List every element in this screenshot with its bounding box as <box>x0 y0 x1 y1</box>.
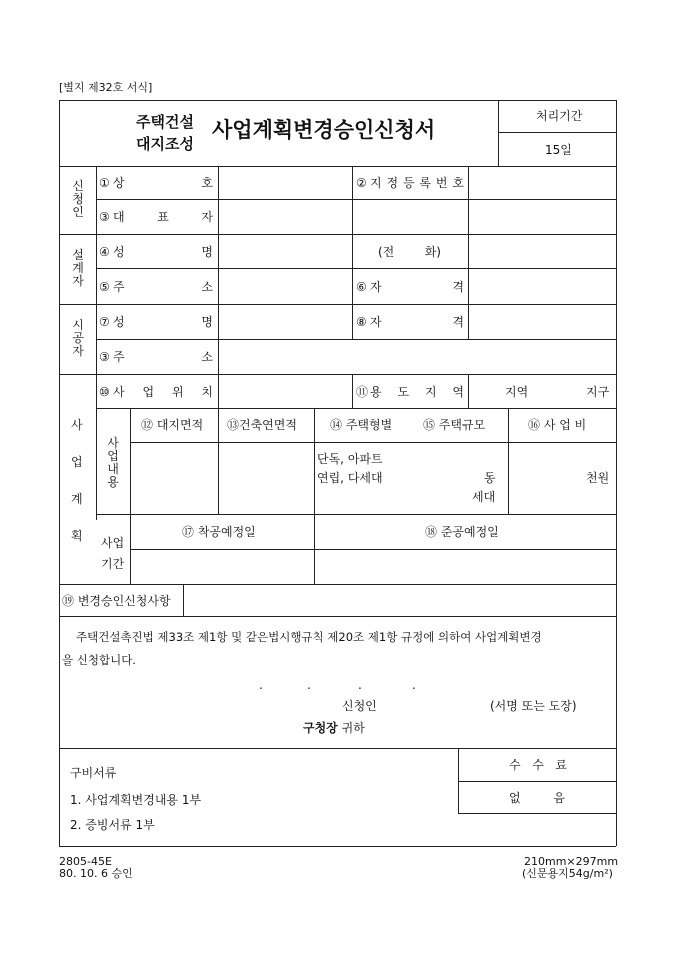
unit-cost: 천원 <box>586 471 610 485</box>
plan-label-2: 업 <box>71 455 83 469</box>
title-prefix-line1: 주택건설 <box>136 113 194 131</box>
builder-name-label: 성 명 <box>113 315 213 329</box>
builder-name-input[interactable] <box>219 305 351 338</box>
start-date-input[interactable] <box>131 550 313 583</box>
plan-label-1: 사 <box>71 418 83 432</box>
footer-paper: (신문용지54g/m²) <box>522 867 613 880</box>
builder-addr-label: 주 소 <box>113 350 213 364</box>
zone-value-district: 지구 <box>586 385 610 399</box>
location-num: ⑩ <box>99 385 110 399</box>
title-prefix-line2: 대지조성 <box>136 135 194 153</box>
applicant-reg-num: ② <box>356 176 367 190</box>
processing-period-value: 15일 <box>545 143 572 157</box>
statement-line1: 주택건설촉진법 제33조 제1항 및 같은법시행규칙 제20조 제1항 규정에 의하여 사업계획변경 <box>76 630 542 644</box>
builder-qual-label: 자 격 <box>370 315 464 329</box>
applicant-reg-label: 지 정 등 록 번 호 <box>370 176 464 190</box>
processing-period-label: 처리기간 <box>536 109 583 123</box>
builder-section-label: 시공자 <box>72 318 84 358</box>
applicant-name-num: ① <box>99 176 110 190</box>
designer-qual-input[interactable] <box>469 269 615 303</box>
location-label: 사 업 위 치 <box>113 385 213 399</box>
footer-code: 2805-45E <box>59 855 112 868</box>
documents-item-2: 2. 증빙서류 1부 <box>70 818 155 832</box>
designer-name-num: ④ <box>99 245 110 259</box>
floor-area-input[interactable] <box>219 443 313 513</box>
statement-line2: 을 신청합니다. <box>62 653 136 667</box>
builder-qual-num: ⑧ <box>356 315 367 329</box>
designer-addr-num: ⑤ <box>99 280 110 294</box>
plan-label-3: 계 <box>71 492 83 506</box>
builder-qual-input[interactable] <box>469 305 615 338</box>
designer-name-label: 성 명 <box>113 245 213 259</box>
period-label-2: 기간 <box>101 557 125 571</box>
change-request-label: ⑲ 변경승인신청사항 <box>62 594 171 608</box>
footer-approval: 80. 10. 6 승인 <box>59 867 133 880</box>
start-date-label: ⑰ 착공예정일 <box>182 525 256 539</box>
applicant-name-label: 상 호 <box>113 176 213 190</box>
zone-num: ⑪ <box>356 385 369 399</box>
designer-qual-label: 자 격 <box>370 280 464 294</box>
builder-addr-input[interactable] <box>219 340 615 373</box>
site-area-input[interactable] <box>131 443 217 513</box>
applicant-rep-num: ③ <box>99 210 110 224</box>
zone-value-region: 지역 <box>505 385 529 399</box>
applicant-rep-label: 대 표 자 <box>113 210 213 224</box>
col-scale: ⑮ 주택규모 <box>423 418 486 432</box>
recipient: 구청장 귀하 <box>303 721 365 735</box>
location-input[interactable] <box>219 375 351 407</box>
documents-title: 구비서류 <box>70 766 117 780</box>
unit-household: 세대 <box>472 490 496 504</box>
col-floor-area: ⑬건축연면적 <box>227 418 297 432</box>
documents-item-1: 1. 사업계획변경내용 1부 <box>70 793 202 807</box>
zone-label: 용 도 지 역 <box>370 385 464 399</box>
designer-addr-label: 주 소 <box>113 280 213 294</box>
type-option-line2[interactable]: 연립, 다세대 <box>317 471 383 485</box>
end-date-label: ⑱ 준공예정일 <box>425 525 499 539</box>
designer-phone-label: (전 화) <box>378 245 441 259</box>
footer-size: 210mm×297mm <box>524 855 619 868</box>
end-date-input[interactable] <box>315 550 615 583</box>
plan-label-4: 획 <box>71 529 83 543</box>
designer-addr-input[interactable] <box>219 269 351 303</box>
applicant-name-input[interactable] <box>219 167 351 198</box>
change-request-input[interactable] <box>184 585 615 615</box>
page-title: 사업계획변경승인신청서 <box>212 117 436 142</box>
content-label: 사업내용 <box>107 436 119 489</box>
builder-name-num: ⑦ <box>99 315 110 329</box>
applicant-sign-label: 신청인 <box>342 699 377 713</box>
form-number: [별지 제32호 서식] <box>59 81 153 94</box>
col-type: ⑭ 주택형별 <box>330 418 393 432</box>
applicant-reg-input[interactable] <box>469 167 615 198</box>
col-cost: ⑯ 사 업 비 <box>528 418 587 432</box>
designer-section-label: 설계자 <box>72 248 84 288</box>
designer-phone-input[interactable] <box>469 235 615 267</box>
applicant-rep-input[interactable] <box>219 200 615 233</box>
fee-value: 없 음 <box>509 791 565 805</box>
sign-note: (서명 또는 도장) <box>490 699 577 713</box>
applicant-section-label: 신청인 <box>72 179 84 219</box>
col-site-area: ⑫ 대지면적 <box>141 418 204 432</box>
designer-qual-num: ⑥ <box>356 280 367 294</box>
builder-addr-num: ③ <box>99 350 110 364</box>
type-option-line1[interactable]: 단독, 아파트 <box>317 452 383 466</box>
period-label-1: 사업 <box>101 536 125 550</box>
designer-name-input[interactable] <box>219 235 351 267</box>
fee-label: 수 수 료 <box>509 758 567 772</box>
unit-dong: 동 <box>484 471 496 485</box>
